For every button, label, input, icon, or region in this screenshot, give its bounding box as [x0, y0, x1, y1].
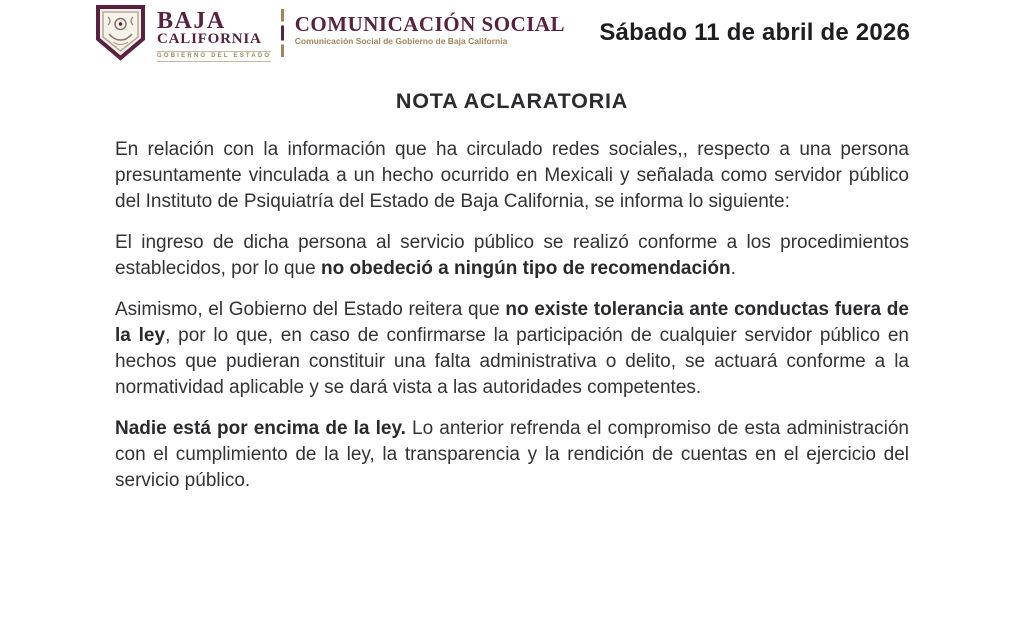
department-block: [295, 4, 565, 46]
publication-date: Sábado 11 de abril de 2026: [599, 19, 910, 46]
document-title: NOTA ACLARATORIA: [395, 89, 629, 113]
header-divider: [281, 9, 284, 57]
department-subtitle: Comunicación Social de Gobierno de Baja California: [294, 36, 508, 46]
paragraph-tolerancia: Asimismo, el Gobierno del Estado reitera que no existe tolerancia ante conductas fuera de la ley, por lo que, en caso de confirmarse la participación de cualquier servidor público en hechos que pudieran constituir una falta administrativa o delito, se actuará conforme a la normatividad aplicable y se dará vista a las autoridades competentes.: [115, 299, 909, 398]
header: [93, 4, 910, 62]
brand-name-line1: BAJA: [157, 8, 226, 34]
brand-subtitle: GOBIERNO DEL ESTADO: [157, 51, 271, 62]
paragraph-intro: En relación con la información que ha circulado redes sociales,, respecto a una persona presuntamente vinculada a un hecho ocurrido en Mexicali y señalada como servidor público del Instituto de Psiquiatría del Estado de Baja California, se informa lo siguiente:: [115, 139, 909, 212]
brand-name-line2: CALIFORNIA: [157, 31, 262, 47]
document-body: [115, 137, 909, 509]
state-crest-icon: [93, 4, 148, 61]
paragraph-ingreso: El ingreso de dicha persona al servicio público se realizó conforme a los procedimientos establecidos, por lo que no obedeció a ningún tipo de recomendación.: [115, 232, 909, 279]
paragraph-cierre: Nadie está por encima de la ley. Lo anterior refrenda el compromiso de esta administración con el cumplimiento de la ley, la transparencia y la rendición de cuentas en el ejercicio del servicio público.: [115, 418, 909, 491]
department-title: COMUNICACIÓN SOCIAL: [294, 12, 566, 36]
brand-wordmark: [157, 4, 271, 62]
